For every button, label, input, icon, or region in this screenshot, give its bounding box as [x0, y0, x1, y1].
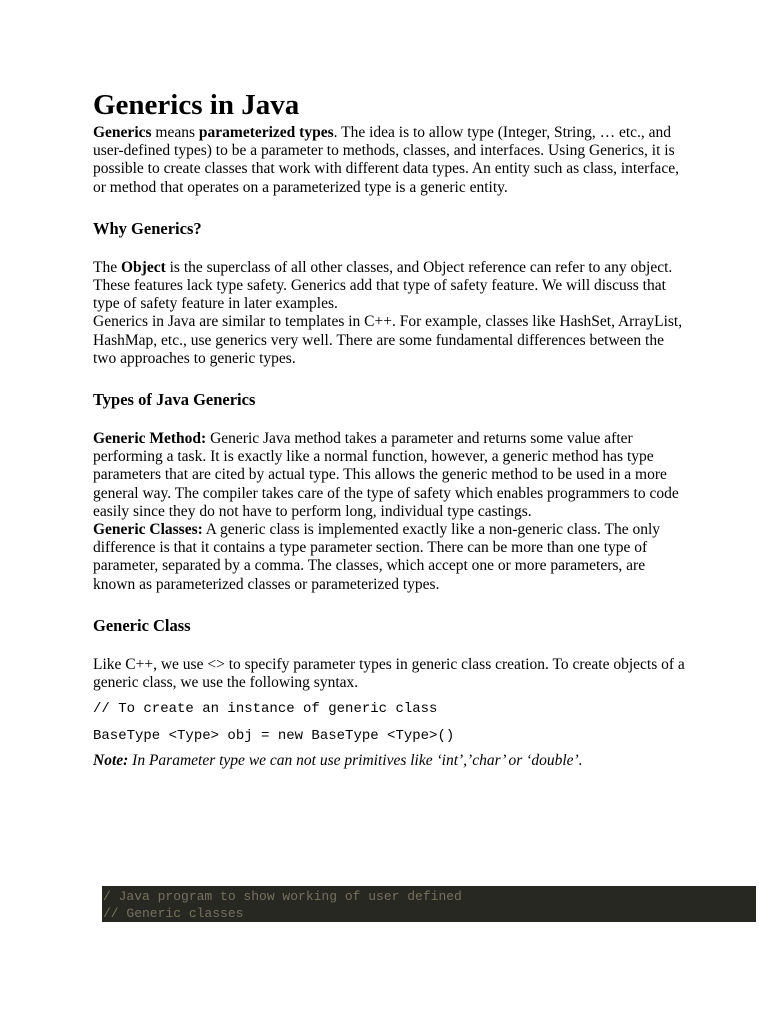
intro-bold-generics: Generics [93, 124, 152, 141]
document-page [93, 86, 685, 770]
why-text-post: is the superclass of all other classes, and Object reference can refer to any object. These features lack type safety. Generics add that type of safety feature. We will discuss that type of safety feature in later examples. [93, 258, 673, 313]
generic-method-label: Generic Method: [93, 430, 207, 448]
intro-text-1: means [151, 124, 199, 141]
code-block-dark [102, 886, 756, 922]
heading-generic-class: Generic Class [93, 615, 191, 635]
code-block-line-2: // Generic classes [103, 906, 244, 921]
page-title: Generics in Java [93, 89, 300, 121]
why-bold-object: Object [120, 258, 166, 276]
note-paragraph [93, 752, 685, 770]
generic-classes-label: Generic Classes: [93, 521, 203, 539]
code-block-line-1: / Java program to show working of user defined [103, 889, 462, 904]
generic-class-paragraph: Like C++, we use <> to specify parameter types in generic class creation. To create objects of a generic class, we use the following syntax. [93, 655, 685, 692]
why-paragraph-1 [93, 259, 685, 314]
intro-text-2: . The idea is to allow type (Integer, String, … etc., and user-defined types) to be a parameter to methods, classes, and interfaces. Using Generics, it is possible to create classes that work with different data types. An entity such as class, interface, or method that operates on a parameterized type is a generic entity. [93, 124, 679, 196]
intro-paragraph [93, 124, 685, 197]
heading-types-of-generics: Types of Java Generics [93, 390, 256, 410]
note-label: Note: [93, 752, 129, 770]
why-text-pre: The [93, 258, 121, 276]
generic-classes-text: A generic class is implemented exactly like a non-generic class. The only difference is that it contains a type parameter section. There can be more than one type of parameter, separated by a comma. The classes, which accept one or more parameters, are known as parameterized classes or parameterized types. [93, 521, 661, 593]
heading-why-generics: Why Generics? [93, 218, 202, 238]
generic-method-text: Generic Java method takes a parameter and returns some value after performing a task. It is exactly like a normal function, however, a generic method has type parameters that are cited by actual type. This allows the generic method to be used in a more general way. The compiler takes care of the type of safety which enables programmers to code easily since they do not have to perform long, individual type castings. [93, 430, 679, 520]
generic-method-paragraph [93, 430, 685, 521]
generic-classes-paragraph [93, 521, 685, 594]
code-comment-line: // To create an instance of generic class [93, 701, 438, 718]
note-text: In Parameter type we can not use primitives like ‘int’,’char’ or ‘double’. [128, 752, 583, 770]
code-syntax-line: BaseType <Type> obj = new BaseType <Type>() [93, 728, 455, 745]
why-paragraph-2: Generics in Java are similar to templates in C++. For example, classes like HashSet, ArrayList, HashMap, etc., use generics very well. There are some fundamental differences between the two approaches to generic types. [93, 313, 683, 367]
intro-bold-parameterized: parameterized types [198, 124, 334, 141]
